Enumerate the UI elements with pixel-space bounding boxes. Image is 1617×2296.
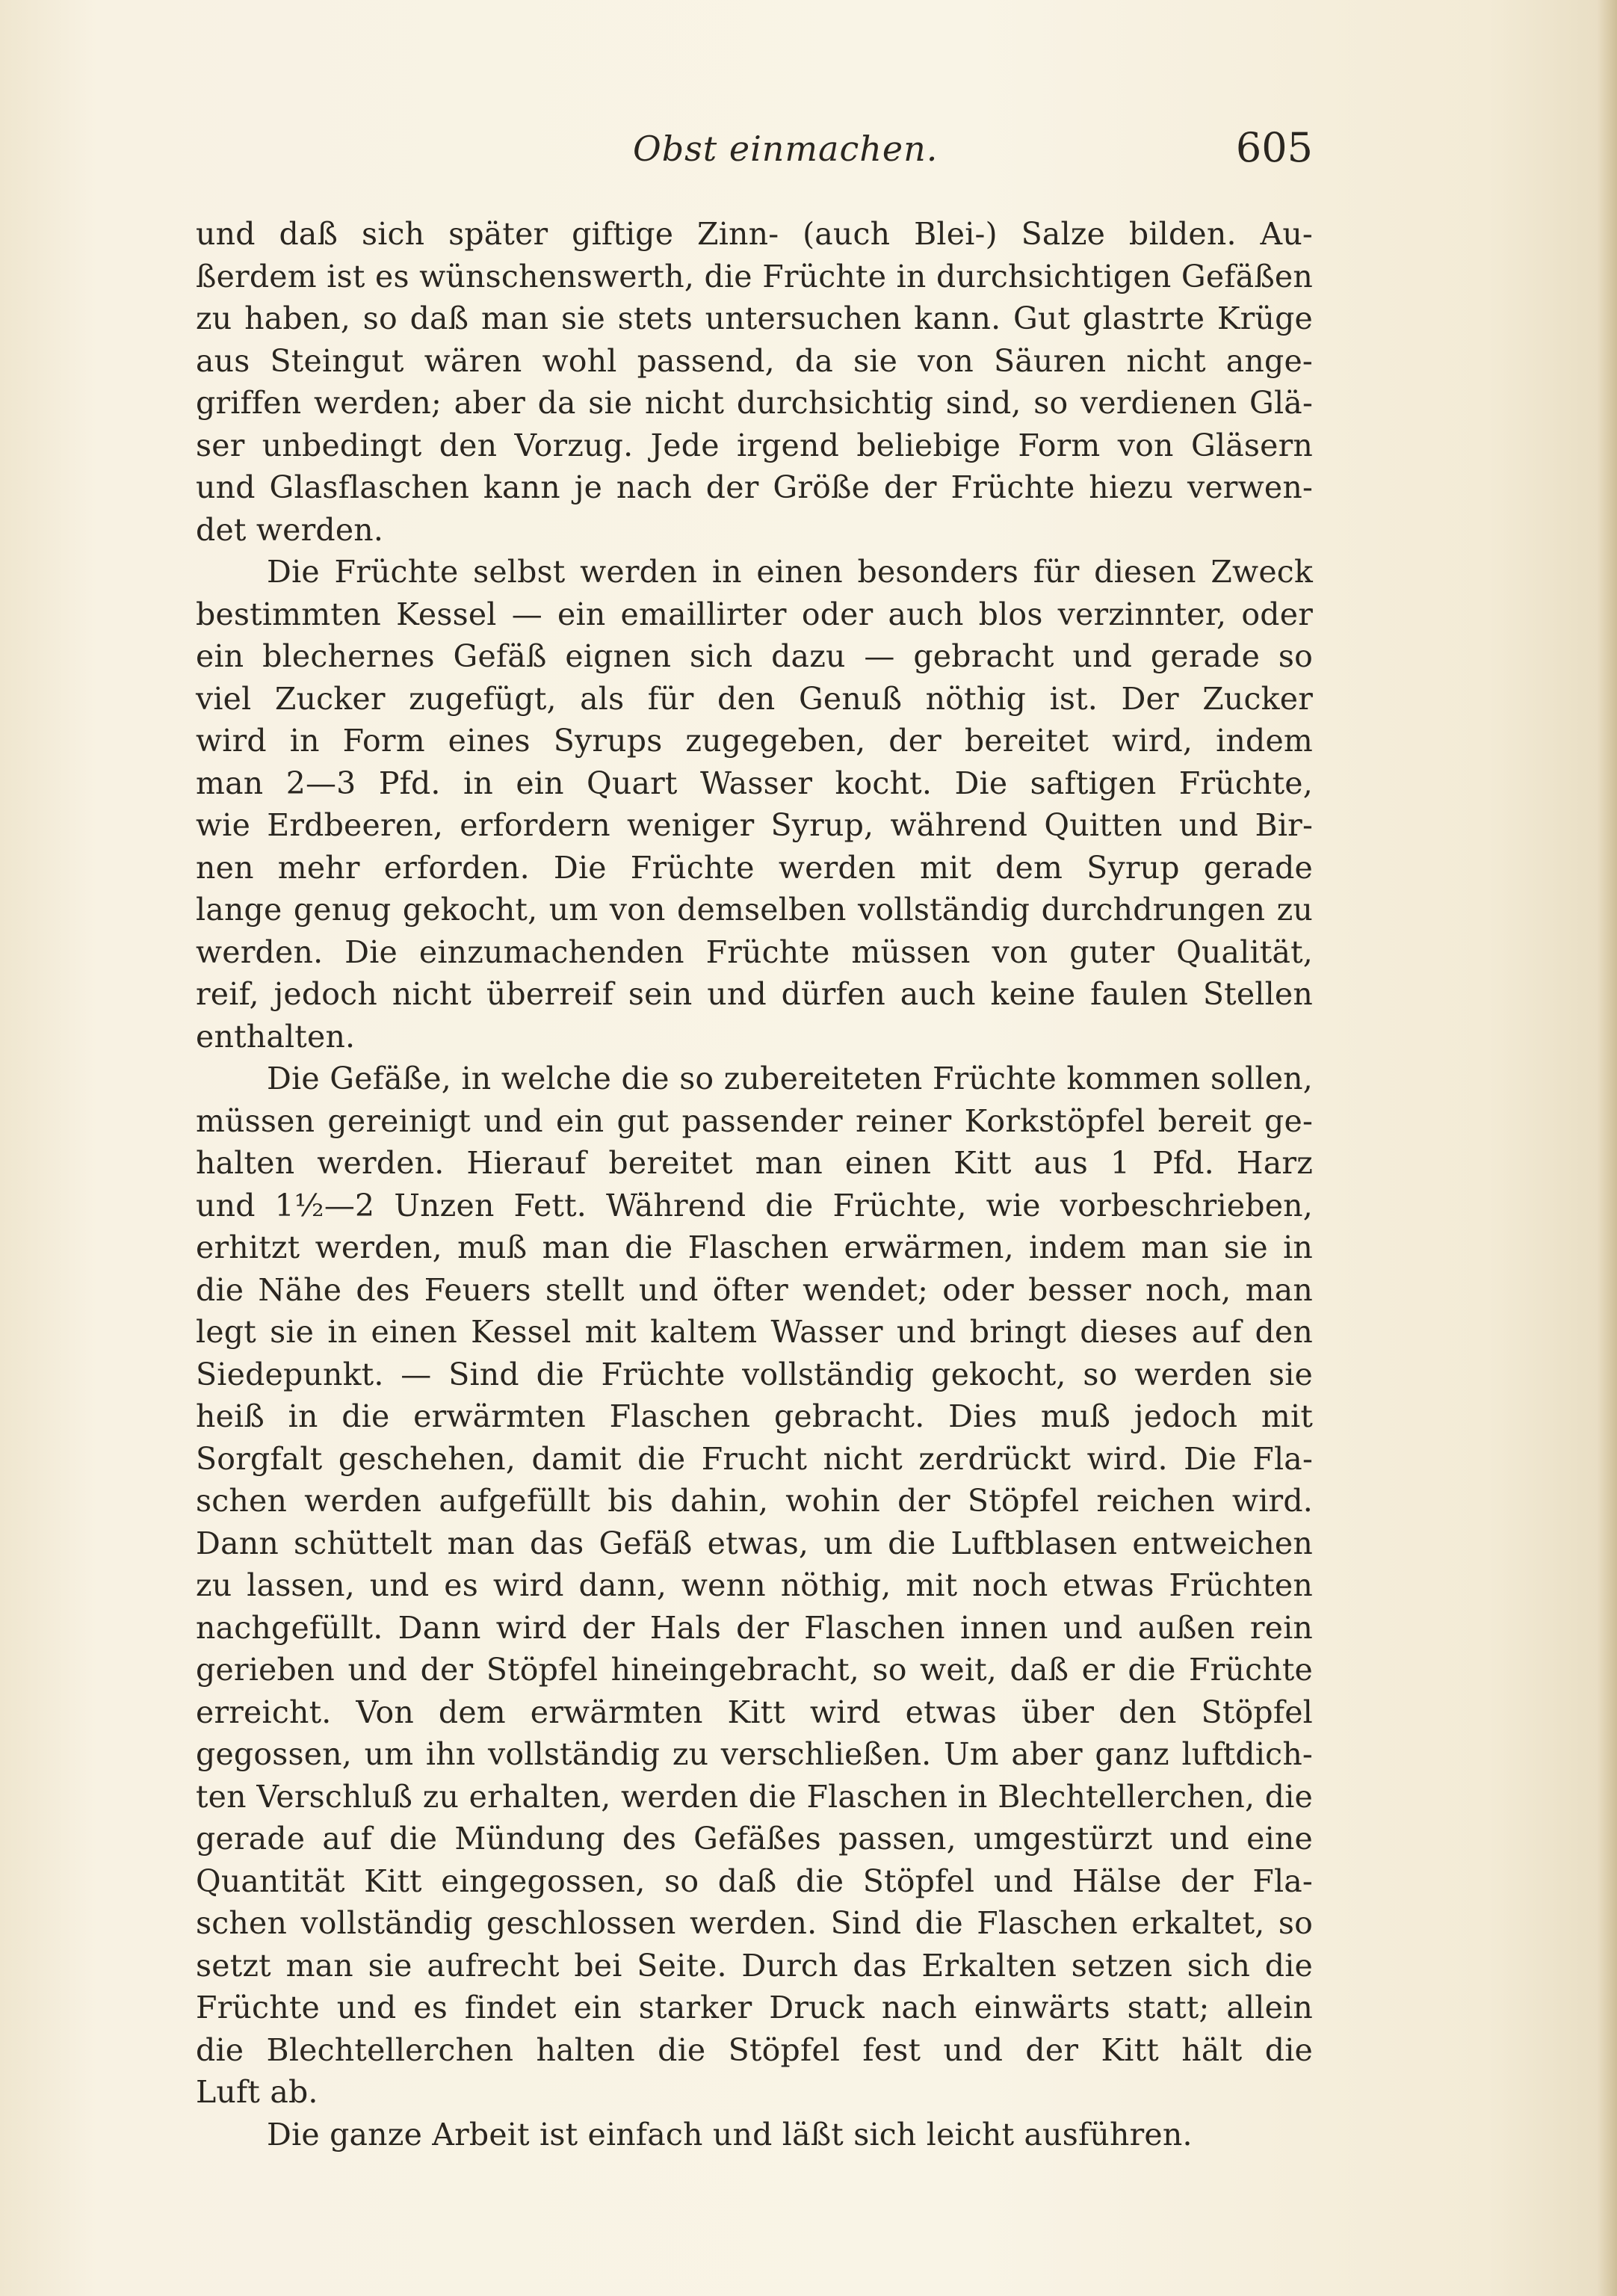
- text-line: nen mehr erforden. Die Früchte werden mit dem Syrup gerade: [196, 849, 1313, 886]
- page-edge-shadow: [1598, 0, 1617, 2296]
- text-line: ßerdem ist es wünschenswerth, die Früchte in durchsichtigen Gefäßen: [196, 258, 1313, 294]
- text-line: die Blechtellerchen halten die Stöpfel fest und der Kitt hält die: [196, 2031, 1313, 2068]
- text-line: aus Steingut wären wohl passend, da sie von Säuren nicht ange-: [196, 342, 1313, 379]
- text-line: halten werden. Hierauf bereitet man einen Kitt aus 1 Pfd. Harz: [196, 1145, 1313, 1181]
- text-line: wird in Form eines Syrups zugegeben, der bereitet wird, indem: [196, 723, 1313, 759]
- text-line: legt sie in einen Kessel mit kaltem Wasser und bringt dieses auf den: [196, 1314, 1313, 1350]
- text-line: Dann schüttelt man das Gefäß etwas, um die Luftblasen entweichen: [196, 1525, 1313, 1561]
- text-line: bestimmten Kessel — ein emaillirter oder auch blos verzinnter, oder: [196, 596, 1313, 632]
- text-line: erhitzt werden, muß man die Flaschen erwärmen, indem man sie in: [196, 1229, 1313, 1265]
- text-line: ten Verschluß zu erhalten, werden die Flaschen in Blechtellerchen, die: [196, 1778, 1313, 1815]
- text-line: schen vollständig geschlossen werden. Sind die Flaschen erkaltet, so: [196, 1905, 1313, 1941]
- text-line: Luft ab.: [196, 2074, 318, 2110]
- text-line: wie Erdbeeren, erfordern weniger Syrup, während Quitten und Bir-: [196, 807, 1313, 843]
- text-line: viel Zucker zugefügt, als für den Genuß nöthig ist. Der Zucker: [196, 680, 1313, 717]
- text-line: ein blechernes Gefäß eignen sich dazu — gebracht und gerade so: [196, 638, 1313, 674]
- text-line: reif, jedoch nicht überreif sein und dürfen auch keine faulen Stellen: [196, 976, 1313, 1012]
- text-line: Die Gefäße, in welche die so zubereiteten Früchte kommen sollen,: [267, 1061, 1313, 1096]
- text-line: zu lassen, und es wird dann, wenn nöthig, mit noch etwas Früchten: [196, 1567, 1313, 1603]
- text-line: griffen werden; aber da sie nicht durchsichtig sind, so verdienen Glä-: [196, 385, 1313, 421]
- text-line: werden. Die einzumachenden Früchte müssen von guter Qualität,: [196, 933, 1313, 970]
- text-line: Die ganze Arbeit ist einfach und läßt sich leicht ausführen.: [267, 2116, 1193, 2152]
- text-line: erreicht. Von dem erwärmten Kitt wird etwas über den Stöpfel: [196, 1694, 1313, 1730]
- text-line: ser unbedingt den Vorzug. Jede irgend beliebige Form von Gläsern: [196, 427, 1313, 463]
- text-line: setzt man sie aufrecht bei Seite. Durch das Erkalten setzen sich die: [196, 1947, 1313, 1984]
- text-line: zu haben, so daß man sie stets untersuchen kann. Gut glastrte Krüge: [196, 300, 1313, 336]
- text-line: lange genug gekocht, um von demselben vollständig durchdrungen zu: [196, 892, 1313, 928]
- text-line: man 2—3 Pfd. in ein Quart Wasser kocht. Die saftigen Früchte,: [196, 765, 1313, 801]
- text-line: gegossen, um ihn vollständig zu verschließen. Um aber ganz luftdich-: [196, 1736, 1313, 1772]
- text-line: und daß sich später giftige Zinn- (auch Blei-) Salze bilden. Au-: [196, 216, 1313, 252]
- page-number: 605: [1235, 124, 1313, 171]
- text-line: gerieben und der Stöpfel hineingebracht, so weit, daß er die Früchte: [196, 1652, 1313, 1688]
- text-line: Siedepunkt. — Sind die Früchte vollständig gekocht, so werden sie: [196, 1356, 1313, 1392]
- running-title: Obst einmachen.: [633, 129, 939, 169]
- text-line: schen werden aufgefüllt bis dahin, wohin der Stöpfel reichen wird.: [196, 1483, 1313, 1519]
- text-line: Früchte und es findet ein starker Druck nach einwärts statt; allein: [196, 1990, 1313, 2025]
- text-line: nachgefüllt. Dann wird der Hals der Flaschen innen und außen rein: [196, 1609, 1313, 1646]
- text-line: det werden.: [196, 511, 384, 548]
- text-line: gerade auf die Mündung des Gefäßes passen, umgestürzt und eine: [196, 1821, 1313, 1857]
- text-line: und 1½—2 Unzen Fett. Während die Früchte, wie vorbeschrieben,: [196, 1187, 1313, 1223]
- text-line: müssen gereinigt und ein gut passender reiner Korkstöpfel bereit ge-: [196, 1102, 1313, 1139]
- body-text: [196, 213, 1313, 2155]
- page-header: [196, 124, 1313, 176]
- text-line: heiß in die erwärmten Flaschen gebracht. Dies muß jedoch mit: [196, 1398, 1313, 1434]
- text-line: enthalten.: [196, 1018, 356, 1055]
- text-line: und Glasflaschen kann je nach der Größe der Früchte hiezu verwen-: [196, 469, 1313, 505]
- text-line: Sorgfalt geschehen, damit die Frucht nicht zerdrückt wird. Die Fla-: [196, 1440, 1313, 1477]
- text-line: Die Früchte selbst werden in einen besonders für diesen Zweck: [267, 554, 1313, 590]
- text-line: Quantität Kitt eingegossen, so daß die Stöpfel und Hälse der Fla-: [196, 1863, 1313, 1899]
- text-line: die Nähe des Feuers stellt und öfter wendet; oder besser noch, man: [196, 1271, 1313, 1308]
